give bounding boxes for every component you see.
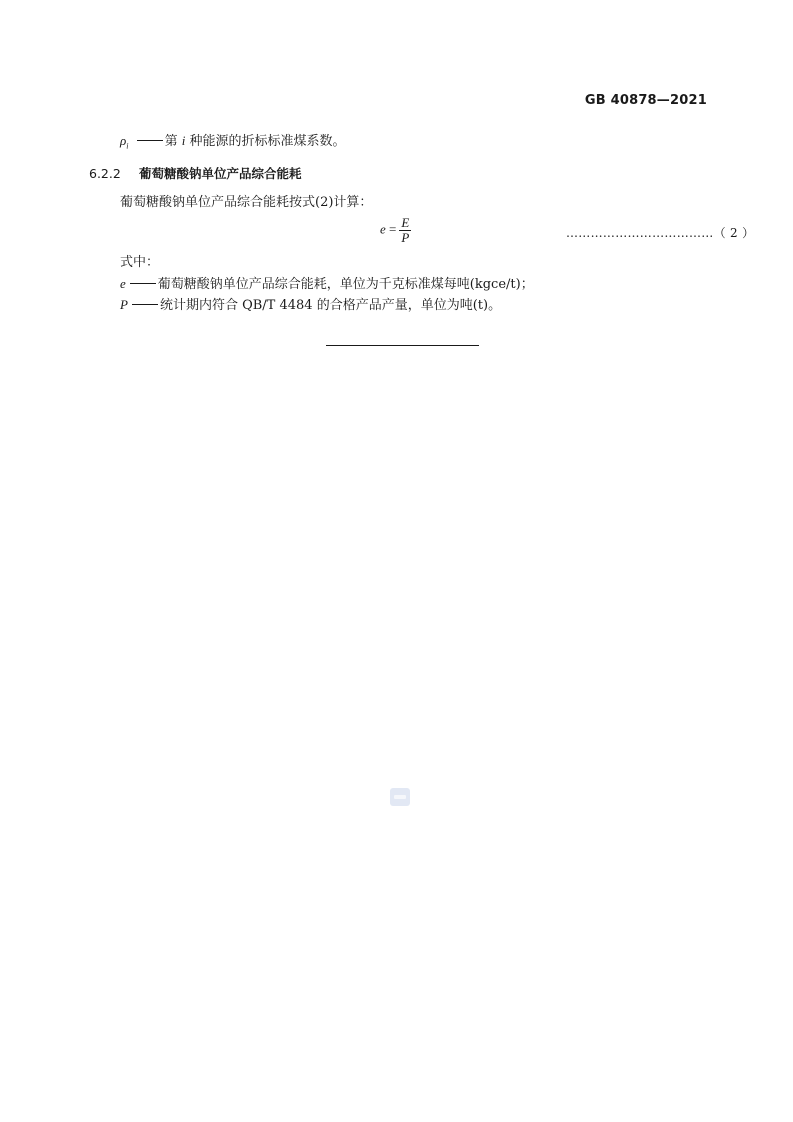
- rho-subscript: i: [126, 141, 129, 151]
- watermark-logo-icon: [390, 788, 410, 806]
- formula-numerator: E: [401, 215, 410, 230]
- formula-fraction: [399, 216, 411, 245]
- formula-denominator: P: [401, 230, 410, 245]
- definition-dash: [130, 283, 156, 284]
- section-heading: [89, 164, 302, 182]
- definition-p: [120, 296, 501, 315]
- rho-definition: [120, 132, 346, 156]
- formula-equals: =: [385, 221, 397, 237]
- rho-symbol: ρ: [120, 133, 127, 148]
- rho-var-i: i: [181, 133, 186, 148]
- rho-text-before: 第: [164, 134, 182, 149]
- definition-dash: [137, 140, 163, 141]
- standard-number-header: GB 40878—2021: [584, 93, 707, 108]
- definition-p-text: 统计期内符合 QB/T 4484 的合格产品产量，单位为吨(t)。: [159, 298, 502, 313]
- definition-dash: [132, 304, 158, 305]
- rho-text-after: 种能源的折标标准煤系数。: [185, 134, 346, 149]
- intro-paragraph: 葡萄糖酸钠单位产品综合能耗按式(2)计算：: [120, 195, 373, 210]
- definition-e-symbol: e: [120, 276, 126, 291]
- section-number: 6.2.2: [89, 166, 121, 181]
- definition-e-text: 葡萄糖酸钠单位产品综合能耗，单位为千克标准煤每吨(kgce/t)；: [157, 277, 534, 292]
- definition-e: [120, 275, 534, 294]
- definition-p-symbol: P: [120, 297, 128, 312]
- section-title: 葡萄糖酸钠单位产品综合能耗: [139, 166, 302, 181]
- end-rule: [326, 345, 479, 346]
- formula: [380, 216, 411, 245]
- equation-number: ………………………………（ 2 ）: [566, 226, 755, 240]
- formula-lhs: e: [380, 221, 386, 237]
- where-label: 式中：: [120, 255, 160, 270]
